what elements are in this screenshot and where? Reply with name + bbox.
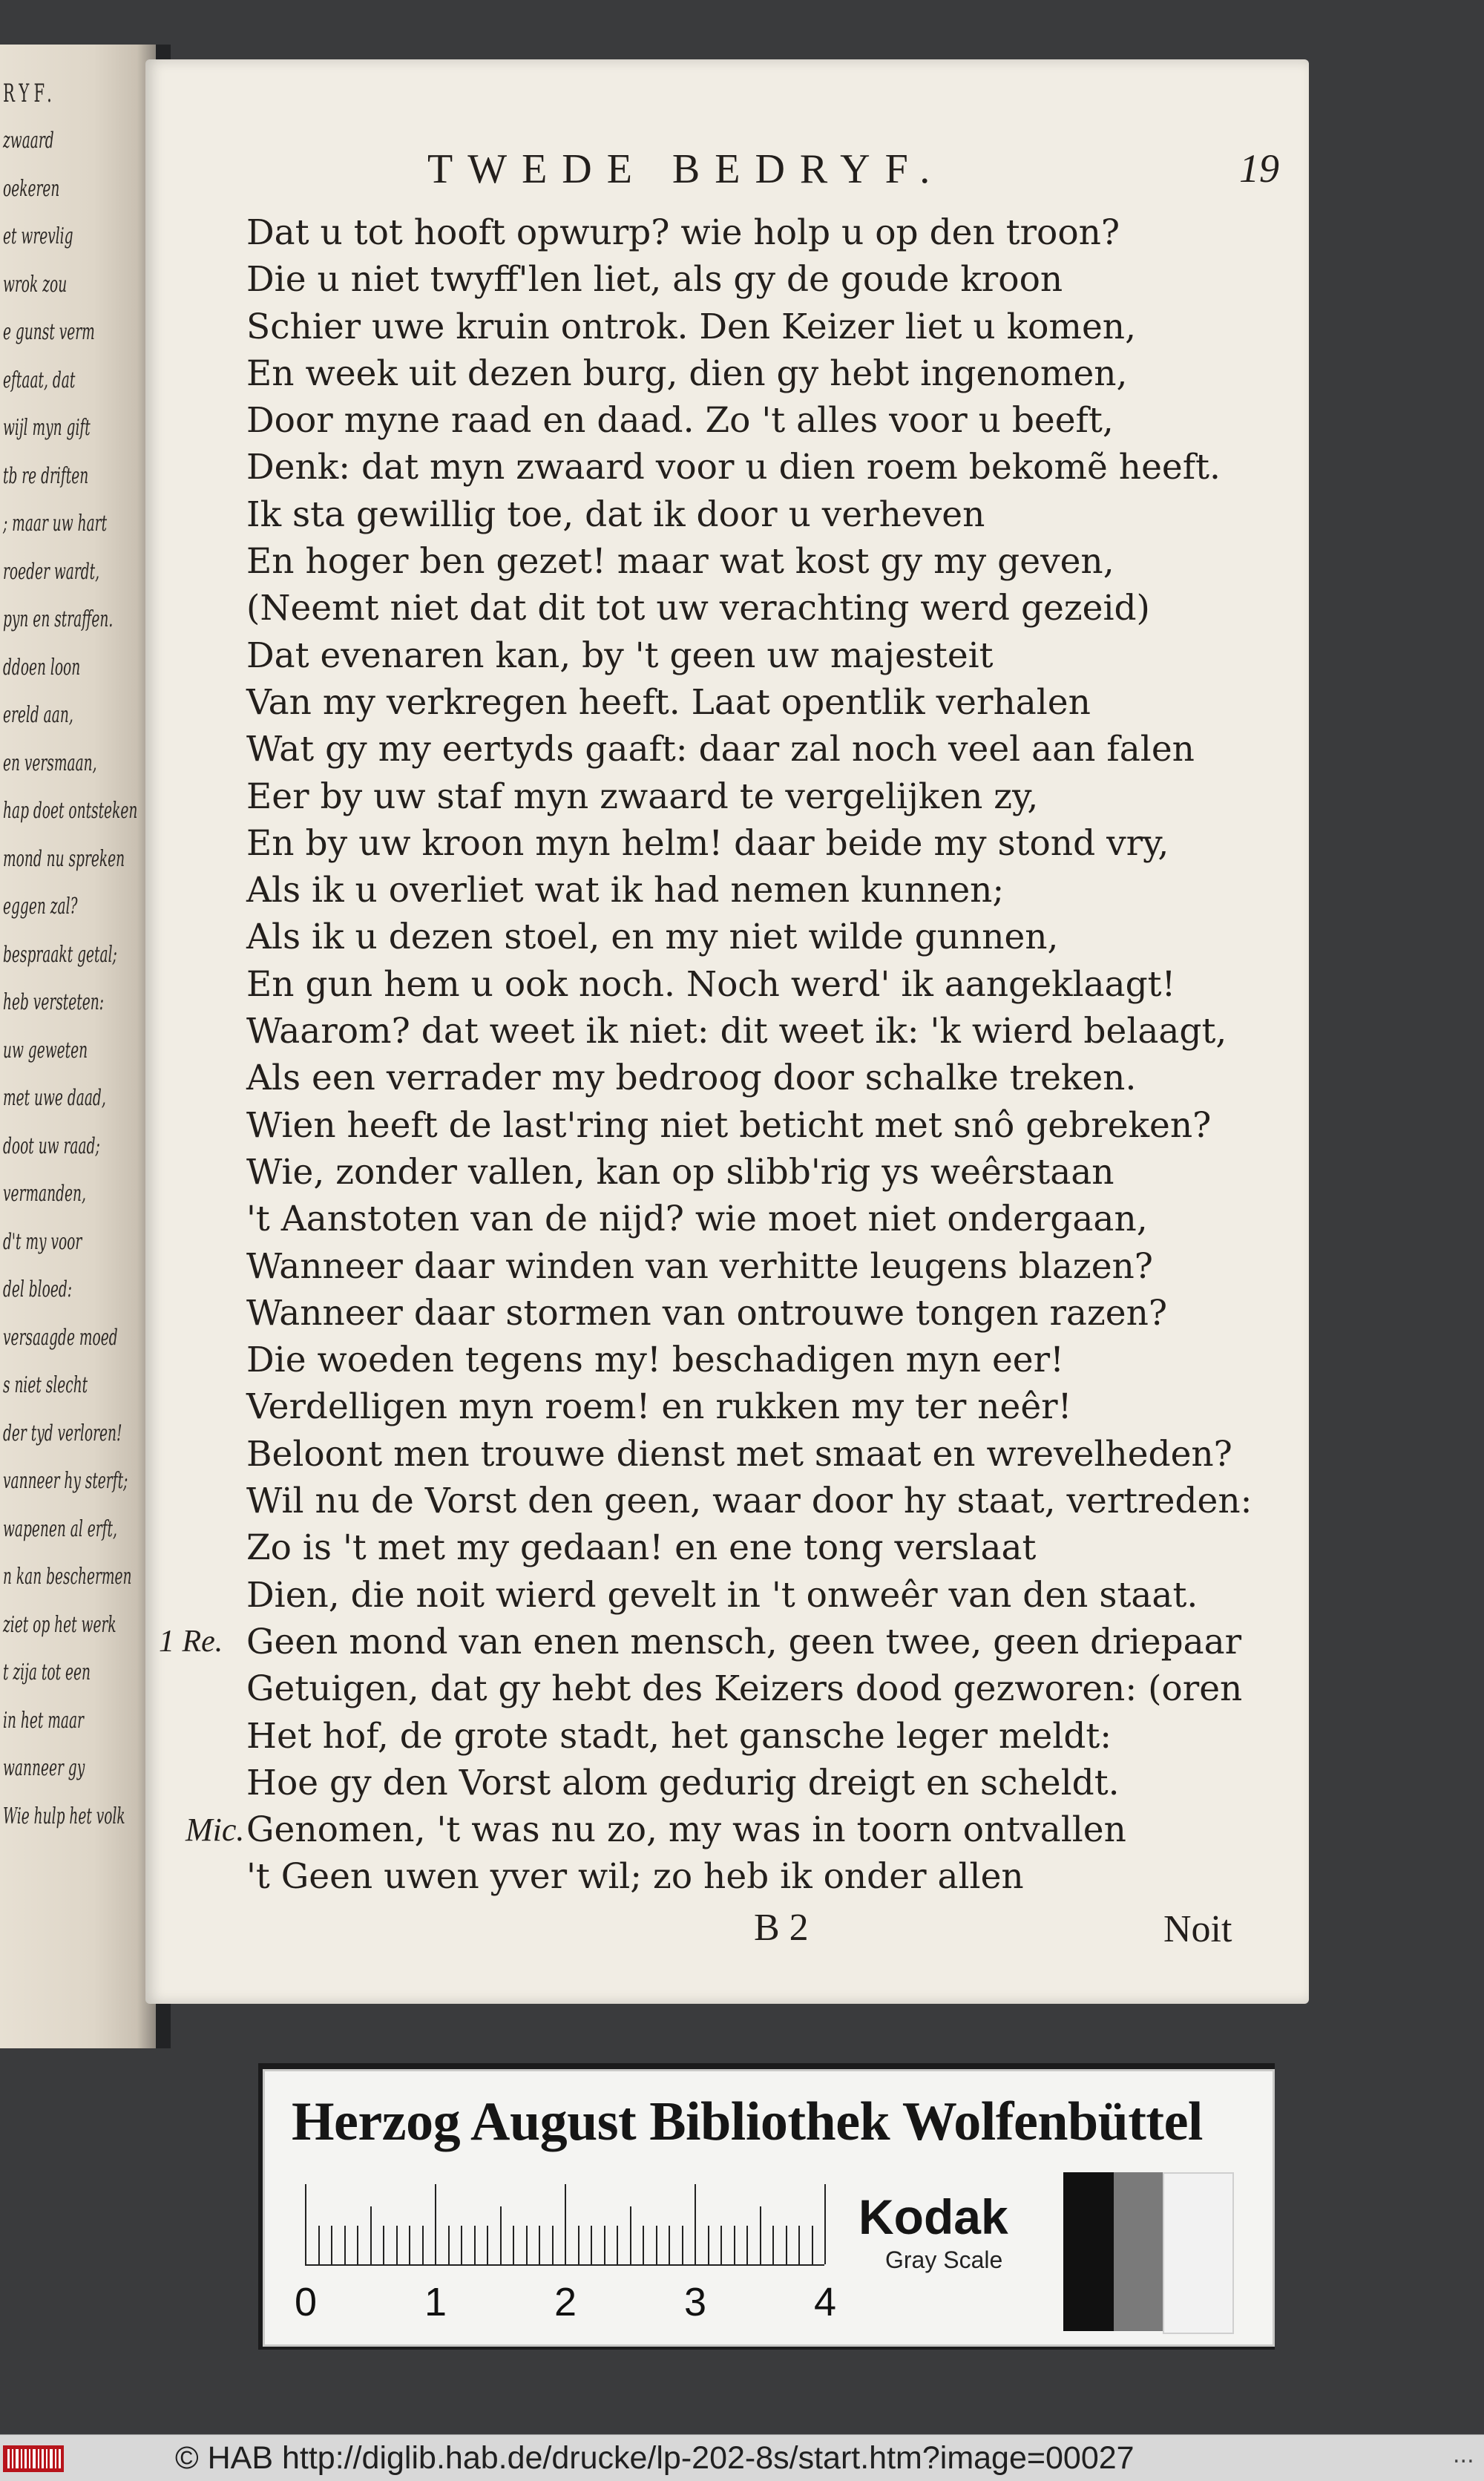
ruler-tick xyxy=(772,2226,774,2264)
color-scale-card xyxy=(263,2069,1275,2347)
verse-text: Eer by uw staf myn zwaard te vergelijken zy, xyxy=(246,776,1039,817)
previous-page-line: ddoen loon xyxy=(3,654,81,681)
previous-page-line: en versmaan, xyxy=(3,750,97,776)
ruler-tick xyxy=(448,2226,450,2264)
verse-line xyxy=(200,1102,1276,1149)
verse-line xyxy=(200,726,1276,773)
previous-page-line: roeder wardt, xyxy=(3,558,100,585)
verse-line xyxy=(200,1290,1276,1337)
ruler-tick xyxy=(461,2226,462,2264)
verse-text: 't Geen uwen yver wil; zo heb ik onder allen xyxy=(246,1856,1024,1898)
ruler-tick xyxy=(474,2226,476,2264)
ruler-tick xyxy=(695,2184,696,2264)
verse-text: Wat gy my eertyds gaaft: daar zal noch veel aan falen xyxy=(246,729,1195,770)
verse-text: Als ik u overliet wat ik had nemen kunnen; xyxy=(246,870,1005,911)
verse-text: Genomen, 't was nu zo, my was in toorn ontvallen xyxy=(246,1809,1126,1851)
ruler-tick xyxy=(357,2226,358,2264)
page-number: 19 xyxy=(1239,146,1279,191)
verse-text: Dien, die noit wierd gevelt in 't onweêr van den staat. xyxy=(246,1574,1198,1616)
verse-line xyxy=(200,632,1276,679)
previous-page-line: ereld aan, xyxy=(3,702,73,728)
previous-page-line: del bloed: xyxy=(3,1276,73,1302)
verse-text: Ik sta gewillig toe, dat ik door u verheven xyxy=(246,494,985,535)
verse-line xyxy=(159,1619,1276,1665)
verse-text: Wanneer daar winden van verhitte leugens blazen? xyxy=(246,1245,1153,1287)
ruler-number: 3 xyxy=(684,2280,707,2324)
verse-text: Geen mond van enen mensch, geen twee, geen driepaar xyxy=(246,1621,1242,1662)
verse-line xyxy=(200,820,1276,867)
verse-line xyxy=(200,1008,1276,1055)
ruler-tick xyxy=(734,2226,735,2264)
speaker-label: Mic. xyxy=(186,1812,245,1849)
ruler-tick xyxy=(565,2184,566,2264)
ruler-tick xyxy=(344,2226,346,2264)
library-title: Herzog August Bibliothek Wolfenbüttel xyxy=(292,2091,1203,2152)
verse-line xyxy=(200,350,1276,397)
ruler-tick xyxy=(578,2226,580,2264)
previous-page-line: tb re driften xyxy=(3,462,89,489)
verse-line xyxy=(200,1383,1276,1430)
ruler xyxy=(305,2183,824,2266)
verse-text: Waarom? dat weet ik niet: dit weet ik: 'k wierd belaagt, xyxy=(246,1011,1227,1052)
verse-text: Van my verkregen heeft. Laat opentlik verhalen xyxy=(246,681,1091,723)
speaker-label: 1 Re. xyxy=(159,1624,223,1659)
verse-line xyxy=(200,1149,1276,1196)
verse-text: En by uw kroon myn helm! daar beide my stond vry, xyxy=(246,822,1169,864)
verse-line xyxy=(200,1478,1276,1524)
ruler-tick xyxy=(643,2226,644,2264)
verse-line xyxy=(200,1853,1276,1900)
verse-line xyxy=(200,1196,1276,1242)
previous-page-line: in het maar xyxy=(3,1707,84,1734)
ruler-number: 1 xyxy=(424,2280,447,2324)
previous-page-line: e gunst verm xyxy=(3,319,95,345)
verse-text: Dat u tot hooft opwurp? wie holp u op den troon? xyxy=(246,212,1120,253)
ruler-tick xyxy=(526,2226,528,2264)
previous-page-line: ; maar uw hart xyxy=(3,511,108,537)
previous-page-line: uw geweten xyxy=(3,1037,88,1063)
copyright-url[interactable]: © HAB http://diglib.hab.de/drucke/lp-202-8s/start.htm?image=00027 xyxy=(175,2440,1135,2476)
previous-page-line: wanneer gy xyxy=(3,1755,85,1781)
verse-text: Dat evenaren kan, by 't geen uw majesteit xyxy=(246,635,994,676)
ruler-tick xyxy=(435,2184,436,2264)
verse-line xyxy=(200,444,1276,491)
verse-line xyxy=(200,1665,1276,1712)
verse-text: Schier uwe kruin ontrok. Den Keizer liet u komen, xyxy=(246,306,1137,347)
verse-line xyxy=(200,961,1276,1008)
previous-page-line: mond nu spreken xyxy=(3,845,125,872)
verse-line xyxy=(200,1760,1276,1806)
previous-page-line: Wie hulp het volk xyxy=(3,1803,125,1829)
verse-text: En week uit dezen burg, dien gy hebt ingenomen, xyxy=(246,353,1128,394)
ruler-tick xyxy=(656,2226,657,2264)
verse-text: Getuigen, dat gy hebt des Keizers dood gezworen: (oren xyxy=(246,1668,1243,1710)
running-head: TWEDE BEDRYF. xyxy=(427,146,945,192)
verse-text: Die woeden tegens my! beschadigen myn eer! xyxy=(246,1340,1064,1381)
ruler-tick xyxy=(682,2226,683,2264)
verse-line xyxy=(200,209,1276,256)
ruler-tick xyxy=(617,2226,618,2264)
verse-text: Wil nu de Vorst den geen, waar door hy staat, vertreden: xyxy=(246,1481,1252,1522)
ruler-tick xyxy=(383,2226,384,2264)
previous-page-line: et wrevlig xyxy=(3,223,73,249)
verse-text: Wanneer daar stormen van ontrouwe tongen razen? xyxy=(246,1292,1168,1334)
ruler-tick xyxy=(487,2226,488,2264)
verse-block xyxy=(159,209,1276,1901)
previous-page-line: eftaat, dat xyxy=(3,367,76,393)
verse-text: Als een verrader my bedroog door schalke treken. xyxy=(246,1058,1137,1099)
ruler-tick xyxy=(720,2226,722,2264)
verse-text: En hoger ben gezet! maar wat kost gy my geven, xyxy=(246,541,1114,583)
more-icon[interactable]: ... xyxy=(1453,2442,1474,2468)
ruler-tick xyxy=(798,2226,800,2264)
ruler-tick xyxy=(500,2206,502,2264)
ruler-tick xyxy=(786,2226,787,2264)
ruler-tick xyxy=(422,2226,424,2264)
previous-page-line: oekeren xyxy=(3,175,60,202)
ruler-tick xyxy=(812,2226,813,2264)
verse-text: Door myne raad en daad. Zo 't alles voor u beeft, xyxy=(246,400,1114,442)
verse-text: 't Aanstoten van de nijd? wie moet niet ondergaan, xyxy=(246,1199,1148,1240)
verse-text: Verdelligen myn roem! en rukken my ter neêr! xyxy=(246,1386,1072,1428)
verse-line xyxy=(200,304,1276,350)
ruler-tick xyxy=(552,2226,554,2264)
ruler-tick xyxy=(305,2184,306,2264)
previous-page-line: d't my voor xyxy=(3,1228,82,1255)
gray-scale-label: Gray Scale xyxy=(885,2246,1003,2273)
ruler-tick xyxy=(539,2226,540,2264)
verse-line xyxy=(200,585,1276,632)
verse-line xyxy=(200,1572,1276,1619)
verse-line xyxy=(200,679,1276,726)
ruler-number: 2 xyxy=(554,2280,577,2324)
previous-page-line: doot uw raad; xyxy=(3,1133,100,1159)
previous-page-line: wrok zou xyxy=(3,271,68,298)
verse-text: En gun hem u ook noch. Noch werd' ik aangeklaagt! xyxy=(246,963,1176,1005)
previous-running-head: RYF. xyxy=(3,79,56,108)
verse-line xyxy=(200,1337,1276,1383)
ruler-tick xyxy=(331,2226,332,2264)
previous-page-line: heb versteten: xyxy=(3,989,104,1015)
verse-line xyxy=(200,1431,1276,1478)
signature-mark: B 2 xyxy=(754,1907,809,1949)
ruler-tick xyxy=(513,2226,514,2264)
previous-page-line: wapenen al erft, xyxy=(3,1515,117,1542)
footer-bar xyxy=(0,2434,1484,2481)
verse-text: Wie, zonder vallen, kan op slibb'rig ys weêrstaan xyxy=(246,1151,1114,1193)
verse-line xyxy=(200,256,1276,303)
ruler-tick xyxy=(409,2226,410,2264)
verse-text: (Neemt niet dat dit tot uw verachting werd gezeid) xyxy=(246,588,1150,629)
ruler-tick xyxy=(396,2226,398,2264)
previous-page-line: der tyd verloren! xyxy=(3,1420,122,1446)
ruler-number: 0 xyxy=(295,2280,318,2324)
previous-page-line: zwaard xyxy=(3,128,54,154)
verse-line xyxy=(200,1055,1276,1101)
verse-line xyxy=(200,1713,1276,1760)
ruler-tick xyxy=(370,2206,372,2264)
verse-text: Beloont men trouwe dienst met smaat en wrevelheden? xyxy=(246,1433,1232,1475)
ruler-tick xyxy=(760,2206,761,2264)
verse-text: Hoe gy den Vorst alom gedurig dreigt en scheldt. xyxy=(246,1762,1120,1803)
verse-line xyxy=(200,773,1276,820)
verse-text: Het hof, de grote stadt, het gansche leger meldt: xyxy=(246,1715,1112,1757)
gray-swatch xyxy=(1163,2172,1234,2334)
previous-page-line: wijl myn gift xyxy=(3,415,91,441)
verse-line xyxy=(200,491,1276,538)
ruler-tick xyxy=(591,2226,592,2264)
previous-page-line: versaagde moed xyxy=(3,1324,118,1351)
previous-page-line: s niet slecht xyxy=(3,1372,88,1398)
previous-page-line: met uwe daad, xyxy=(3,1085,106,1111)
previous-page-line: ziet op het werk xyxy=(3,1611,116,1638)
verse-line xyxy=(200,914,1276,960)
previous-page xyxy=(0,45,156,2048)
ruler-tick xyxy=(708,2226,709,2264)
previous-page-line: pyn en straffen. xyxy=(3,606,114,632)
ruler-tick xyxy=(746,2226,748,2264)
ruler-tick xyxy=(669,2226,670,2264)
barcode-icon xyxy=(3,2445,64,2472)
previous-page-line: vanneer hy sterft; xyxy=(3,1468,128,1494)
previous-page-line: n kan beschermen xyxy=(3,1564,132,1590)
verse-line xyxy=(200,397,1276,444)
verse-line xyxy=(200,538,1276,585)
gray-swatch xyxy=(1114,2172,1163,2331)
previous-page-line: hap doet ontsteken xyxy=(3,798,138,824)
ruler-tick xyxy=(604,2226,605,2264)
ruler-tick xyxy=(824,2184,826,2264)
verse-line xyxy=(200,1524,1276,1571)
verse-line xyxy=(200,1243,1276,1290)
ruler-number: 4 xyxy=(814,2280,837,2324)
catchword: Noit xyxy=(1163,1908,1232,1950)
kodak-logo: Kodak xyxy=(858,2189,1008,2244)
gray-swatch xyxy=(1063,2172,1114,2331)
verse-text: Als ik u dezen stoel, en my niet wilde gunnen, xyxy=(246,917,1059,958)
verse-line xyxy=(186,1806,1276,1853)
verse-line xyxy=(200,867,1276,914)
ruler-tick xyxy=(630,2206,631,2264)
ruler-tick xyxy=(318,2226,320,2264)
previous-page-line: t zija tot een xyxy=(3,1659,91,1685)
verse-text: Denk: dat myn zwaard voor u dien roem bekomẽ heeft. xyxy=(246,447,1221,488)
verse-text: Zo is 't met my gedaan! en ene tong verslaat xyxy=(246,1527,1037,1569)
verse-text: Wien heeft de last'ring niet beticht met snô gebreken? xyxy=(246,1104,1212,1146)
verse-text: Die u niet twyff'len liet, als gy de goude kroon xyxy=(246,259,1063,301)
previous-page-line: bespraakt getal; xyxy=(3,941,117,968)
previous-page-line: eggen zal? xyxy=(3,894,78,920)
previous-page-line: vermanden, xyxy=(3,1181,86,1207)
